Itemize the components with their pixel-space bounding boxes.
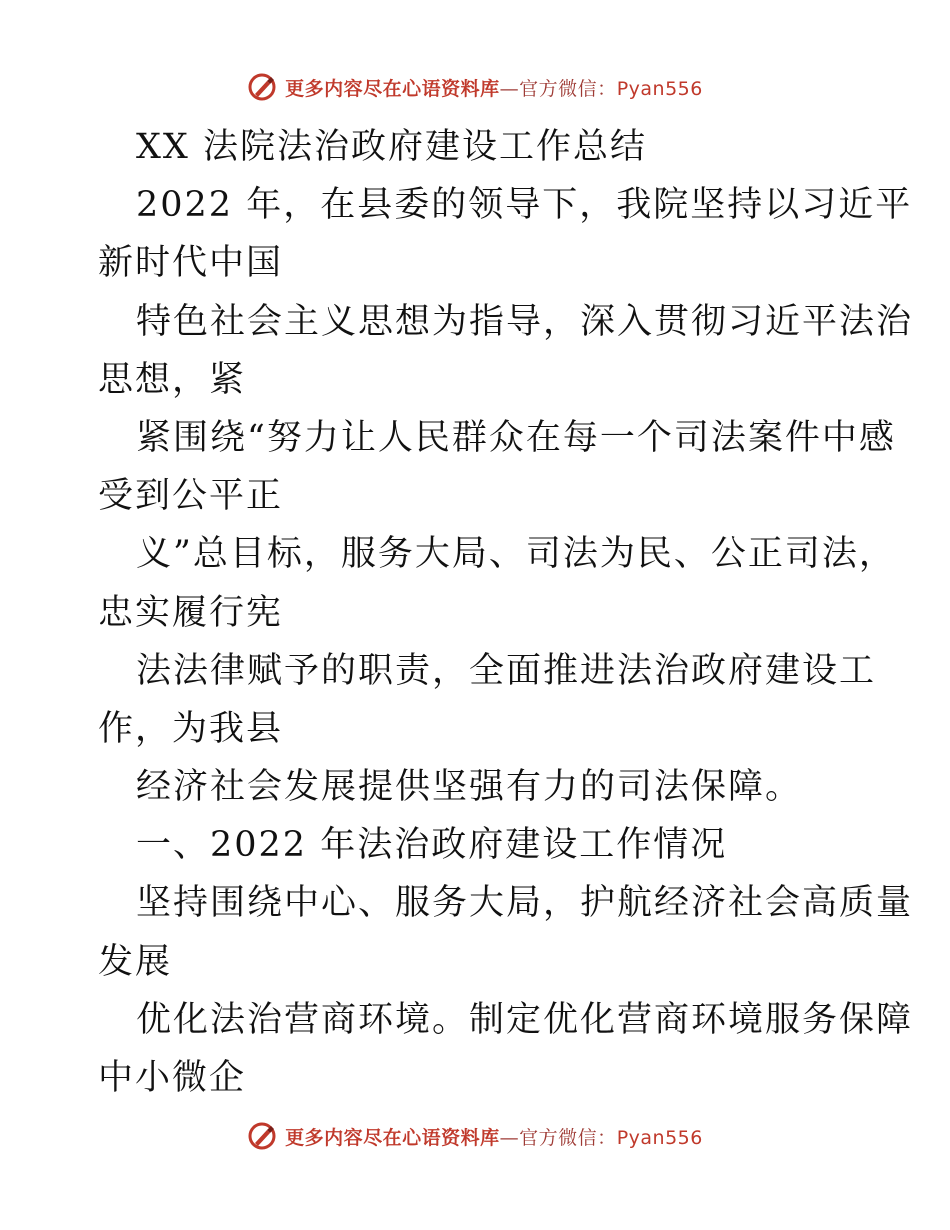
watermark-id: Pyan556 [616,1126,703,1149]
watermark-brand: 更多内容尽在心语资料库 [285,77,500,100]
paragraph-line: 特色社会主义思想为指导，深入贯彻习近平法治 [136,301,914,342]
watermark-official: 官方微信： [519,1126,617,1149]
paragraph-line: 紧围绕“努力让人民群众在每一个司法案件中感 [136,417,896,458]
paragraph-line: 新时代中国 [98,243,284,284]
paragraph-line: 优化法治营商环境。制定优化营商环境服务保障 [136,999,914,1040]
footer-watermark [0,1121,950,1151]
paragraph-line: 2022 年，在县委的领导下，我院坚持以习近平 [136,185,913,226]
header-watermark [0,72,950,102]
paragraph-line: 坚持围绕中心、服务大局，护航经济社会高质量 [136,883,914,924]
paragraph-line: 作，为我县 [98,708,284,749]
watermark-text [285,74,703,101]
section-heading: 一、2022 年法治政府建设工作情况 [136,825,728,866]
paragraph-line: 中小微企 [98,1058,247,1098]
watermark-brand: 更多内容尽在心语资料库 [285,1126,500,1149]
paragraph-line: 受到公平正 [98,476,284,517]
paragraph-line: 经济社会发展提供坚强有力的司法保障。 [136,767,803,808]
pen-logo-icon [247,72,277,102]
pen-logo-icon [247,1121,277,1151]
paragraph-line: 忠实履行宪 [98,592,284,633]
watermark-dash: — [499,77,520,100]
watermark-dash: — [499,1126,520,1149]
paragraph-line: 思想，紧 [98,359,247,400]
paragraph-line: 法法律赋予的职责，全面推进法治政府建设工 [136,650,877,691]
watermark-text [285,1123,703,1150]
watermark-id: Pyan556 [616,77,703,100]
document-title: XX 法院法治政府建设工作总结 [136,127,647,167]
paragraph-line: 发展 [98,941,173,982]
paragraph-line: 义”总目标，服务大局、司法为民、公正司法， [136,534,896,575]
document-body [98,118,914,1107]
watermark-official: 官方微信： [519,77,617,100]
